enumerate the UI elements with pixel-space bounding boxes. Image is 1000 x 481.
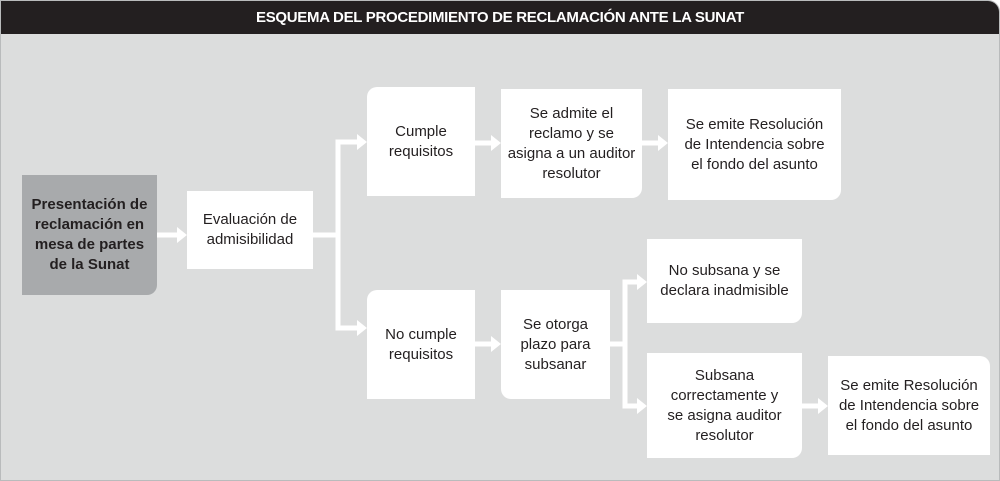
node-corrected-assigned [647,353,802,458]
arrowhead-inadmissible [637,274,647,290]
arrow-deadline-inadmissible [625,282,637,344]
node-deadline-granted [501,290,610,399]
node-evaluation [187,191,313,269]
node-resolution-2 [828,356,990,455]
arrowhead-deadline [491,336,501,352]
node-resolution-2-label: Se emite Resolución de Intendencia sobre el fondo del asunto [838,376,980,434]
node-declared-inadmissible [647,239,802,323]
arrowhead-resolution-2 [818,398,828,414]
arrow-deadline-corrected [625,344,637,406]
node-declared-inadmissible-label: No subsana y se declara inadmisible [660,262,789,299]
arrowhead-evaluation [177,227,187,243]
node-not-meets-requirements [367,290,475,399]
arrowhead-admitted [491,135,501,151]
arrowhead-resolution-1 [658,135,668,151]
node-meets-requirements [367,87,475,196]
arrowhead-corrected [637,398,647,414]
node-resolution-1-label: Se emite Resolución de Intendencia sobre el fondo del asunto [684,115,825,173]
node-meets-requirements-label: Cumple requisitos [388,122,454,160]
diagram-title: ESQUEMA DEL PROCEDIMIENTO DE RECLAMACIÓN ANTE LA SUNAT [1,1,999,34]
node-deadline-granted-label: Se otorga plazo para subsanar [520,315,591,373]
node-claim-admitted-label: Se admite el reclamo y se asigna a un auditor resolutor [507,104,636,182]
node-not-meets-requirements-label: No cumple requisitos [385,325,457,363]
node-corrected-assigned-label: Subsana correctamente y se asigna auditor resolutor [667,366,782,444]
arrow-branch-not-meets [338,235,357,328]
node-claim-admitted [501,89,642,198]
arrowhead-not-meets [357,320,367,336]
node-evaluation-label: Evaluación de admisibilidad [202,211,298,248]
node-resolution-1 [668,89,841,200]
node-presentation-label: Presentación de reclamación en mesa de partes de la Sunat [31,196,148,273]
arrowhead-meets [357,134,367,150]
arrow-branch-meets [338,142,357,235]
node-presentation [22,175,157,295]
